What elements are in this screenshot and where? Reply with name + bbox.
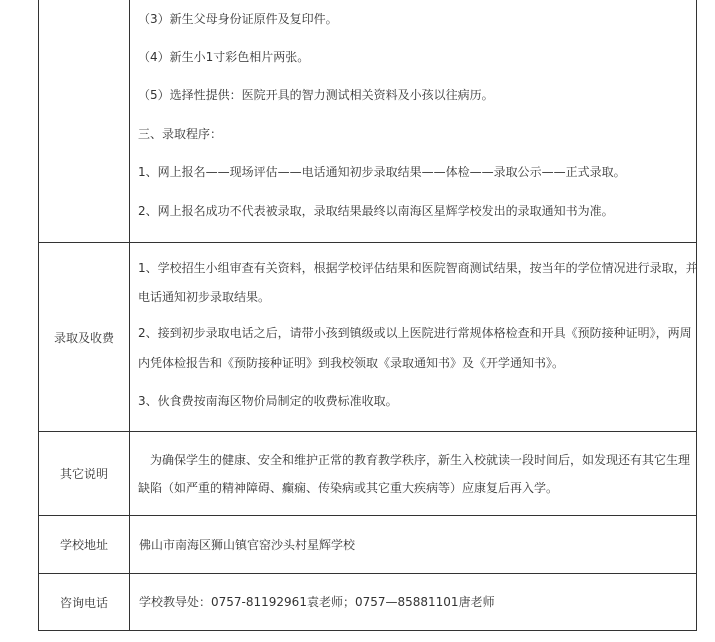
content-cell-consult-phone xyxy=(130,574,697,631)
content-cell-admission-fees xyxy=(130,243,697,432)
table-row-other-notes xyxy=(39,432,697,516)
doc-line-optional: （5）选择性提供：医院开具的智力测试相关资料及小孩以往病历。 xyxy=(138,88,494,102)
admission-item-2-line-b: 内凭体检报告和《预防接种证明》到我校领取《录取通知书》及《开学通知书》。 xyxy=(138,356,565,370)
procedure-line-2: 2、网上报名成功不代表被录取，录取结果最终以南海区星辉学校发出的录取通知书为准。 xyxy=(138,204,614,218)
procedure-line-1: 1、网上报名——现场评估——电话通知初步录取结果——体检——录取公示——正式录取。 xyxy=(138,165,626,179)
enrollment-info-table xyxy=(38,0,697,631)
label-other-notes: 其它说明 xyxy=(39,432,130,516)
doc-line-photo: （4）新生小1寸彩色相片两张。 xyxy=(138,50,310,64)
admission-item-2-line-a: 2、接到初步录取电话之后，请带小孩到镇级或以上医院进行常规体格检查和开具《预防接种证明》，两周 xyxy=(138,326,692,340)
label-consult-phone: 咨询电话 xyxy=(39,574,130,631)
content-cell-enroll-procedure xyxy=(130,0,697,243)
consult-phone-value: 学校教导处：0757-81192961袁老师；0757—85881101唐老师 xyxy=(139,595,495,609)
label-school-address: 学校地址 xyxy=(39,516,130,574)
table-row-consult-phone xyxy=(39,574,697,631)
admission-item-1-line-b: 电话通知初步录取结果。 xyxy=(138,290,271,304)
content-cell-school-address xyxy=(130,516,697,574)
other-notes-line-a: 为确保学生的健康、安全和维护正常的教育教学秩序，新生入校就读一段时间后，如发现还有其它生理 xyxy=(150,453,691,467)
admission-item-3: 3、伙食费按南海区物价局制定的收费标准收取。 xyxy=(138,394,398,408)
label-cell-empty xyxy=(39,0,130,243)
section-heading-procedure: 三、录取程序： xyxy=(138,127,223,141)
school-address-value: 佛山市南海区狮山镇官窑沙头村星辉学校 xyxy=(139,537,356,552)
content-cell-other-notes xyxy=(130,432,697,516)
table-row-enroll-procedure xyxy=(39,0,697,243)
label-admission-fees: 录取及收费 xyxy=(39,243,130,432)
other-notes-line-b: 缺陷（如严重的精神障碍、癫痫、传染病或其它重大疾病等）应康复后再入学。 xyxy=(138,481,559,495)
admission-item-1-line-a: 1、学校招生小组审查有关资料，根据学校评估结果和医院智商测试结果，按当年的学位情况进行录取，并 xyxy=(138,261,698,275)
table-row-admission-fees xyxy=(39,243,697,432)
table-row-school-address xyxy=(39,516,697,574)
doc-line-parent-id: （3）新生父母身份证原件及复印件。 xyxy=(138,12,338,26)
